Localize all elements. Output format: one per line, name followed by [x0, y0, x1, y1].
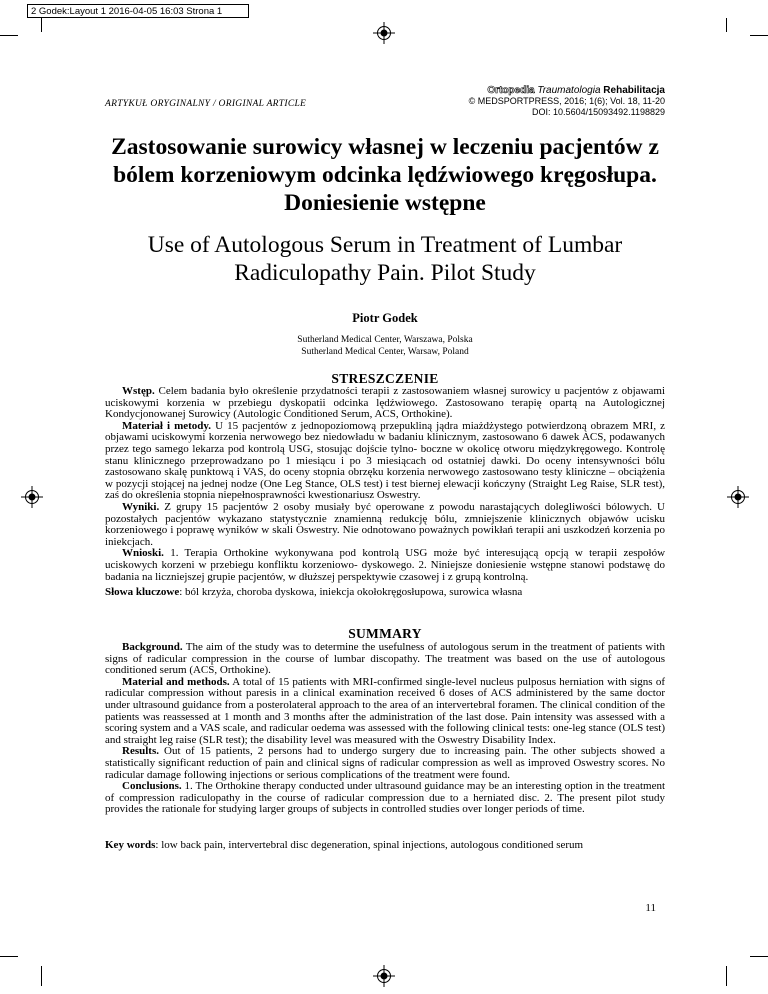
crop-mark [41, 966, 42, 986]
heading-streszczenie: STRESZCZENIE [331, 371, 439, 386]
crop-mark [726, 18, 727, 32]
crop-mark [750, 956, 768, 957]
abstract-paragraph: Wnioski. 1. Terapia Orthokine wykonywana pod kontrolą USG może być interesującą opcją w terapii zespołów uciskowych korzeni w przebiegu konfliktu korzeniowo- dyskowego. 2. Niniejsze doniesienie wstępne stanowi podstawę do badania na liczniejszej grupie pacjentów, w dłuższej perspektywie czasowej i z grupą kontrolną. [105, 547, 666, 583]
abstract-paragraph: Wstęp. Celem badania było określenie przydatności terapii z zastosowaniem własnej surowicy u pacjentów z objawami uciskowymi korzenia w przebiegu dyskopatii odcinka lędźwiowego. Zastosowano terapię opartą na Autologicznej Kondycjonowanej Surowicy (Autologic Conditioned Serum, ACS, Orthokine). [105, 385, 666, 421]
abstract-paragraph: Wyniki. Z grupy 15 pacjentów 2 osoby musiały być operowane z powodu narastających dolegliwości bólowych. U pozostałych pacjentów wykazano statystycznie znamienną redukcję bólu, zmniejszenie klinicznych objawów ucisku korzeniowego i poprawę wyników w skali Oswestry. Nie odnotowano poważnych powikłań terapii ani uszkodzeń korzenia po iniekcjach. [105, 500, 666, 548]
page-number: 11 [645, 902, 656, 914]
crop-mark [726, 966, 727, 986]
print-slug: 2 Godek:Layout 1 2016-04-05 16:03 Strona 1 [27, 4, 249, 18]
title-polish: Zastosowanie surowicy własnej w leczeniu pacjentów z bólem korzeniowym odcinka lędźwiowego kręgosłupa. Doniesienie wstępne [111, 134, 659, 216]
abstract-polish [105, 386, 665, 583]
abstract-paragraph: Background. The aim of the study was to determine the usefulness of autologous serum in the treatment of patients with signs of radicular compression in the course of lumbar discopathy. The treatment was based on the use of autologous conditioned serum (ACS, Orthokine). [105, 641, 665, 677]
crop-mark [41, 18, 42, 32]
crop-mark [0, 35, 18, 36]
abstract-paragraph: Material and methods. A total of 15 patients with MRI-confirmed single-level nucleus pulposus herniation with signs of radicular compression without paresis in a clinical examination received 6 doses of ACS administered by the same doctor under ultrasound guidance from a posterolateral approach to the area of an intervertebral foramen. The clinical condition of the patients was reassessed at 1 month and 3 months after the administration of the last dose. Pain intensity was assessed with a scoring system and a VAS scale, and radicular oedema was assessed with the following clinical tests: one-leg stance (OLS test) and straight leg raise (SLR test); the disability level was measured with the Oswestry Disability Index. [105, 675, 665, 746]
affiliation: Sutherland Medical Center, Warszawa, Polska [297, 335, 473, 345]
article-type: ARTYKUŁ ORYGINALNY / ORIGINAL ARTICLE [105, 99, 307, 109]
keywords-english: Key words: low back pain, intervertebral disc degeneration, spinal injections, autologous conditioned serum [105, 839, 584, 851]
registration-mark-icon [21, 486, 43, 508]
abstract-paragraph: Results. Out of 15 patients, 2 persons had to undergo surgery due to increasing pain. The other subjects showed a statistically significant reduction of pain and clinical signs of radicular compression as well as improved Oswestry scores. No radicular damage following injections or serious complications of the treatment were found. [105, 745, 666, 781]
affiliations [105, 334, 665, 358]
crop-mark [0, 956, 18, 957]
journal-name: Ortopedia Traumatologia Rehabilitacja [487, 85, 665, 96]
publisher-line: © MEDSPORTPRESS, 2016; 1(6); Vol. 18, 11-20 [468, 96, 665, 106]
doi: DOI: 10.5604/15093492.1198829 [532, 107, 665, 117]
journal-header [469, 85, 665, 118]
affiliation: Sutherland Medical Center, Warsaw, Poland [301, 347, 469, 357]
registration-mark-icon [373, 965, 395, 987]
author: Piotr Godek [352, 311, 418, 325]
abstract-paragraph: Conclusions. 1. The Orthokine therapy conducted under ultrasound guidance may be an interesting option in the treatment of compression radiculopathy in the course of radicular compression due to a herniated disc. 2. The present pilot study provides the rationale for studying larger groups of subjects in controlled studies over longer periods of time. [105, 780, 666, 816]
registration-mark-icon [373, 22, 395, 44]
crop-mark [750, 35, 768, 36]
keywords-polish: Słowa kluczowe: ból krzyża, choroba dyskowa, iniekcja okołokręgosłupowa, surowica własna [105, 586, 523, 598]
title-english: Use of Autologous Serum in Treatment of Lumbar Radiculopathy Pain. Pilot Study [147, 232, 623, 286]
abstract-paragraph: Materiał i metody. U 15 pacjentów z jednopoziomową przepukliną jądra miażdżystego potwierdzoną obrazem MRI, z objawami uciskowymi korzenia nerwowego bez niedowładu w badaniu klinicznym, zastosowano 6 dawek ACS, podawanych przez tego samego lekarza pod kontrolą USG, stosując dojście tylno- boczne w okolicę otworu międzykręgowego. Kontrolę stanu klinicznego przeprowadzano po 1 miesiącu i po 3 miesiącach od ostatniej dawki. Do oceny intensywności bólu zastosowano skalę punktową i VAS, do oceny stopnia obrzęku korzenia nerwowego zastosowano testy kliniczne – obciążenia w pozycji stojącej na jednej nodze (One Leg Stance, OLS test) i test biernej elewacji kończyny (Straight Leg Raise, SLR test), zaś do określenia stopnia niepełnosprawności kwestionariusz Oswestry. [105, 419, 666, 502]
heading-summary: SUMMARY [348, 626, 422, 641]
registration-mark-icon [727, 486, 749, 508]
abstract-english [105, 642, 665, 816]
